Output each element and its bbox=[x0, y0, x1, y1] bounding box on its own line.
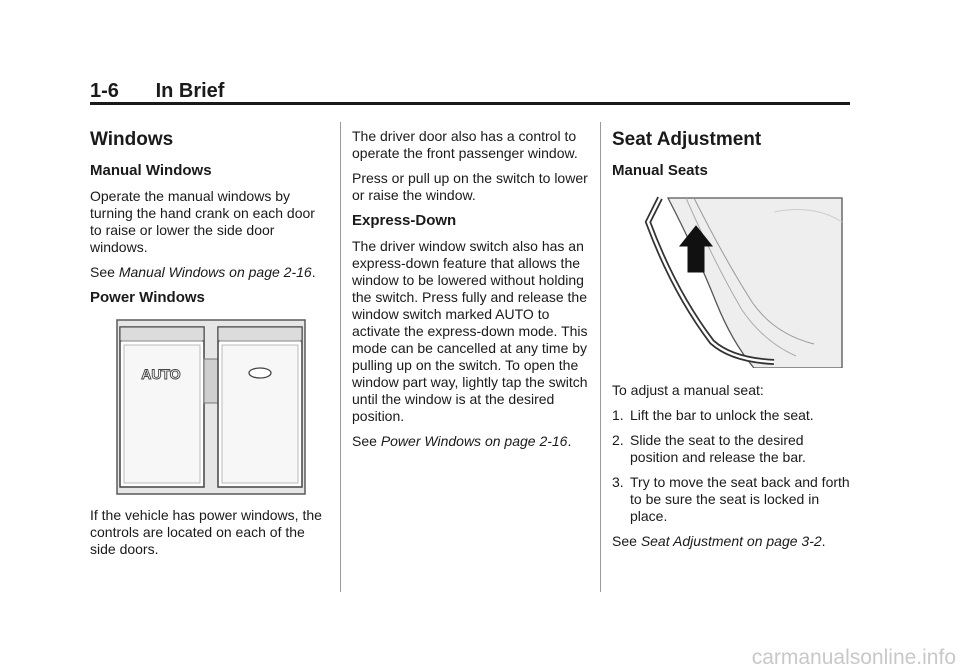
column-seat-adjustment bbox=[612, 128, 852, 558]
manual-windows-reference: See Manual Windows on page 2-16. bbox=[90, 264, 316, 280]
power-windows-link[interactable]: Power Windows on page 2-16 bbox=[380, 433, 568, 449]
header-rule bbox=[90, 102, 850, 105]
manual-windows-text: Operate the manual windows by turning the hand crank on each door to raise or lower the side door windows. bbox=[90, 188, 315, 255]
manual-windows-heading: Manual Windows bbox=[90, 162, 212, 179]
seat-steps-list bbox=[612, 407, 852, 525]
auto-label: AUTO bbox=[141, 366, 181, 382]
seat-adjustment-reference: See Seat Adjustment on page 3-2. bbox=[612, 533, 826, 549]
passenger-control-text: The driver door also has a control to operate the front passenger window. bbox=[352, 128, 578, 161]
page-header bbox=[90, 80, 224, 103]
power-window-switch-illustration bbox=[116, 319, 306, 495]
column-divider bbox=[600, 122, 601, 592]
manual-seat-bar-illustration bbox=[624, 192, 844, 368]
power-windows-heading: Power Windows bbox=[90, 289, 205, 306]
list-item: 1. Lift the bar to unlock the seat. bbox=[612, 407, 814, 423]
list-item: 2. Slide the seat to the desired position and release the bar. bbox=[612, 432, 806, 465]
power-windows-reference: See Power Windows on page 2-16. bbox=[352, 433, 572, 449]
switch-indicator-icon bbox=[249, 368, 271, 378]
page-number: 1-6 bbox=[90, 80, 119, 102]
list-item: 3. Try to move the seat back and forth to be sure the seat is locked in place. bbox=[612, 474, 850, 524]
watermark: carmanualsonline.info bbox=[751, 646, 956, 669]
column-divider bbox=[340, 122, 341, 592]
manual-windows-link[interactable]: Manual Windows on page 2-16 bbox=[118, 264, 312, 280]
section-title: In Brief bbox=[155, 80, 225, 102]
express-down-heading: Express-Down bbox=[352, 212, 457, 229]
express-down-text: The driver window switch also has an express-down feature that allows the window to be lowered without holding the switch. Press fully and release the window switch marked AUTO to activate the express-down mode. This mode can be cancelled at any time by pulling up on the switch. To open the window part way, lightly tap the switch until the window is at the desired position. bbox=[352, 238, 588, 424]
switch-instructions-text: Press or pull up on the switch to lower or raise the window. bbox=[352, 170, 588, 203]
seat-adjustment-heading: Seat Adjustment bbox=[612, 129, 762, 150]
column-express-down bbox=[352, 128, 592, 458]
column-windows bbox=[90, 128, 330, 566]
windows-heading: Windows bbox=[90, 129, 174, 150]
seat-intro-text: To adjust a manual seat: bbox=[612, 382, 764, 398]
power-windows-text: If the vehicle has power windows, the controls are located on each of the side doors. bbox=[90, 507, 322, 557]
seat-adjustment-link[interactable]: Seat Adjustment on page 3-2 bbox=[640, 533, 822, 549]
manual-seats-heading: Manual Seats bbox=[612, 162, 708, 179]
